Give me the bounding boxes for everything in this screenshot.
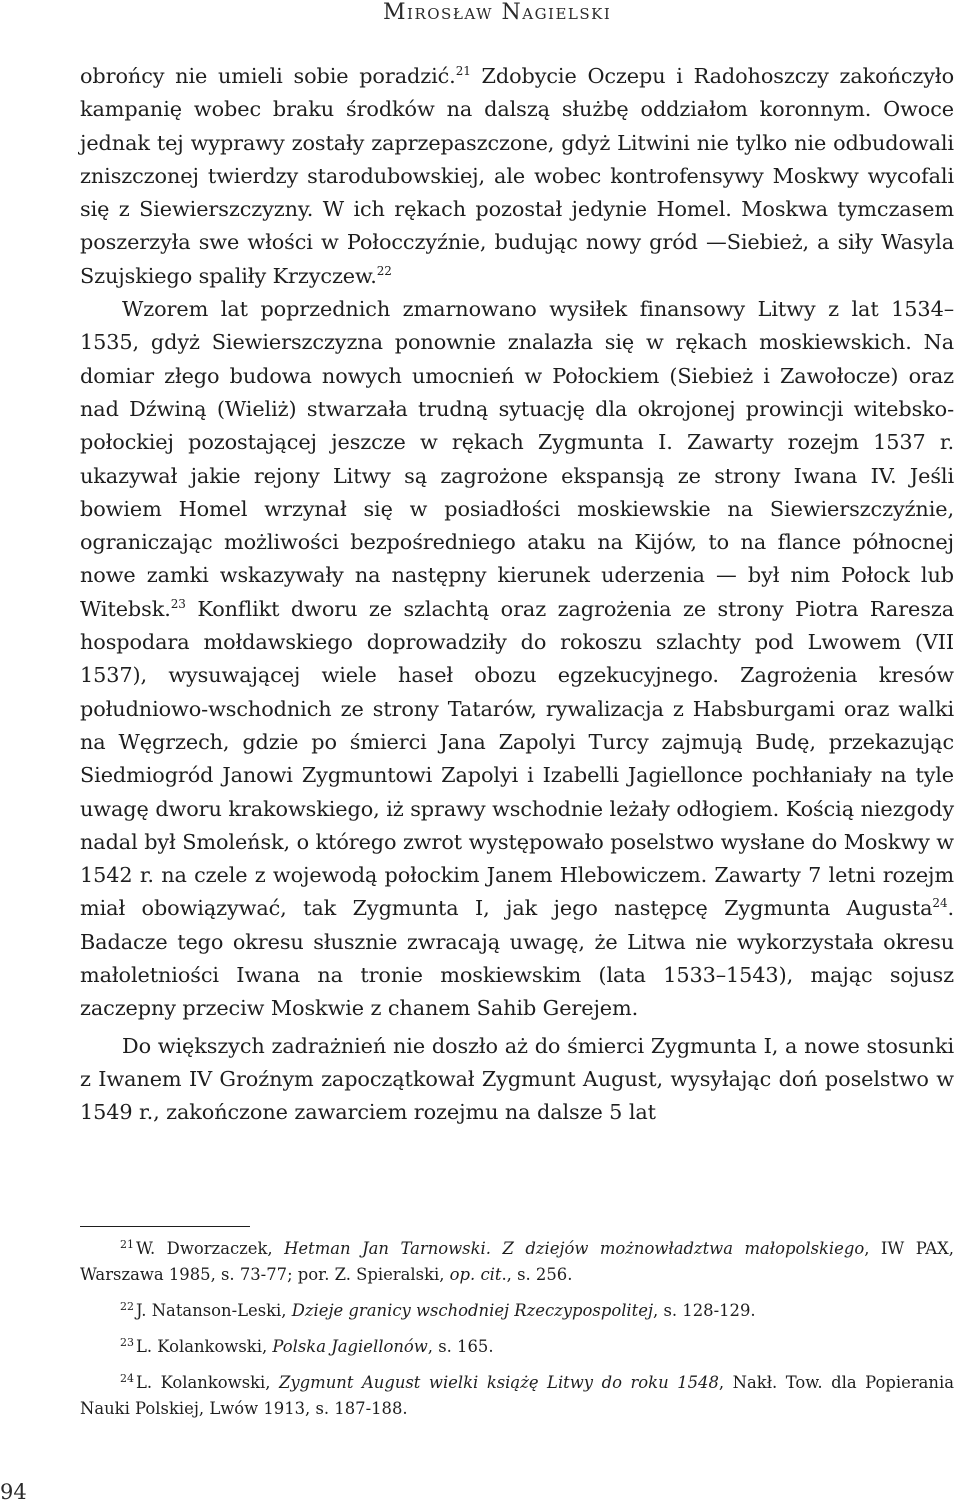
paragraph-2-text-c: . Badacze tego okresu słusznie zwracają uwagę, że Litwa nie wykorzystała okresu małoletniości Iwana na tronie moskiewskim (lata 1533–1543), mając sojusz zaczepny przeciw Moskwie z chanem Sahib Gerejem. bbox=[80, 896, 954, 1021]
footnote-ref-21[interactable]: 21 bbox=[455, 64, 471, 79]
footnote-ref-22[interactable]: 22 bbox=[376, 263, 392, 278]
footnote-number: 23 bbox=[120, 1335, 134, 1349]
footnotes bbox=[80, 1236, 954, 1432]
footnote-23 bbox=[80, 1334, 954, 1360]
running-head: Mirosław Nagielski bbox=[383, 0, 612, 25]
footnote-rest: , IW PAX, Warszawa 1985, s. 73-77; por. Z. Spieralski, bbox=[80, 1239, 954, 1284]
footnote-title: Dzieje granicy wschodniej Rzeczypospolitej bbox=[291, 1301, 654, 1320]
footnote-rest: , Nakł. Tow. dla Popierania Nauki Polskiej, Lwów 1913, s. 187-188. bbox=[80, 1373, 954, 1418]
footnote-21 bbox=[80, 1236, 954, 1288]
paragraph-1-text-b: Zdobycie Oczepu i Radohoszczy zakończyło kampanię wobec braku środków na dalszą służbę oddziałom koronnym. Owoce jednak tej wyprawy zostały zaprzepaszczone, gdyż Litwini nie tylko nie odbudowali zniszczonej twierdzy starodubowskiej, ale wobec kontrofensywy Moskwy wycofali się z Siewierszczyzny. W ich rękach pozostał jedynie Homel. Moskwa tymczasem poszerzyła swe włości w Połocczyźnie, budując nowy gród —Siebież, a siły Wasyla Szujskiego spaliły Krzyczew. bbox=[80, 64, 954, 288]
footnote-number: 24 bbox=[120, 1371, 134, 1385]
paragraph-2-text-b: Konflikt dworu ze szlachtą oraz zagrożenia ze strony Piotra Raresza hospodara mołdawskiego doprowadziły do rokoszu szlachty pod Lwowem (VII 1537), wysuwającej wiele haseł obozu egzekucyjnego. Zagrożenia kresów południowo-wschodnich ze strony Tatarów, rywalizacja z Habsburgami oraz walki na Węgrzech, gdzie po śmierci Jana Zapolyi Turcy zajmują Budę, przekazując Siedmiogród Janowi Zygmuntowi Zapolyi i Izabelli Jagiellonce pochłaniały na tyle uwagę dworu krakowskiego, iż sprawy wschodnie leżały odłogiem. Kością niezgody nadal był Smoleńsk, o którego zwrot występowało poselstwo wysłane do Moskwy w 1542 r. na czele z wojewodą połockim Janem Hlebowiczem. Zawarty 7 letni rozejm miał obowiązywać, tak Zygmunta I, jak jego następcę Zygmunta Augusta bbox=[80, 596, 954, 921]
footnote-rest: , s. 165. bbox=[427, 1337, 494, 1356]
footnote-number: 21 bbox=[120, 1237, 134, 1251]
footnote-author: J. Natanson-Leski, bbox=[136, 1301, 292, 1320]
footnote-number: 22 bbox=[120, 1299, 134, 1313]
paragraph-2 bbox=[80, 293, 954, 1026]
footnote-rest-2: ., s. 256. bbox=[501, 1265, 573, 1284]
footnote-24 bbox=[80, 1370, 954, 1422]
footnote-title: Hetman Jan Tarnowski. Z dziejów możnowładztwa małopolskiego bbox=[284, 1239, 865, 1258]
page-number: 94 bbox=[0, 1480, 27, 1504]
footnote-title: Zygmunt August wielki książę Litwy do roku 1548 bbox=[279, 1373, 719, 1392]
footnote-rest: , s. 128-129. bbox=[653, 1301, 756, 1320]
footnote-author: W. Dworzaczek, bbox=[136, 1239, 285, 1258]
paragraph-3: Do większych zadrażnień nie doszło aż do śmierci Zygmunta I, a nowe stosunki z Iwanem IV Groźnym zapoczątkował Zygmunt August, wysyłając doń poselstwo w 1549 r., zakończone zawarciem rozejmu na dalsze 5 lat bbox=[80, 1033, 954, 1125]
paragraph-2-text-a: Wzorem lat poprzednich zmarnowano wysiłek finansowy Litwy z lat 1534–1535, gdyż Siewierszczyzna ponownie znalazła się w rękach moskiewskich. Na domiar złego budowa nowych umocnień w Połockiem (Siebież i Zawołocze) oraz nad Dźwiną (Wieliż) stwarzała trudną sytuację dla okrojonej prowincji witebsko-połockiej pozostającej jeszcze w rękach Zygmunta I. Zawarty rozejm 1537 r. ukazywał jakie rejony Litwy są zagrożone ekspansją ze strony Iwana IV. Jeśli bowiem Homel wrzynał się w posiadłości moskiewskie na Siewierszczyźnie, ograniczając możliwości bezpośredniego ataku na Kijów, to na flance północnej nowe zamki wskazywały na następny kierunek uderzenia — był nim Połock lub Witebsk. bbox=[80, 297, 954, 621]
footnote-ref-23[interactable]: 23 bbox=[170, 596, 186, 611]
footnote-separator bbox=[80, 1226, 250, 1227]
paragraph-1 bbox=[80, 60, 954, 293]
main-text bbox=[80, 60, 954, 1130]
footnote-title-2: op. cit bbox=[449, 1265, 502, 1284]
footnote-author: L. Kolankowski, bbox=[136, 1373, 280, 1392]
paragraph-1-text-a: obrońcy nie umieli sobie poradzić. bbox=[80, 64, 456, 88]
footnote-22 bbox=[80, 1298, 954, 1324]
footnote-author: L. Kolankowski, bbox=[136, 1337, 273, 1356]
footnote-ref-24[interactable]: 24 bbox=[932, 896, 948, 911]
footnote-title: Polska Jagiellonów bbox=[272, 1337, 428, 1356]
